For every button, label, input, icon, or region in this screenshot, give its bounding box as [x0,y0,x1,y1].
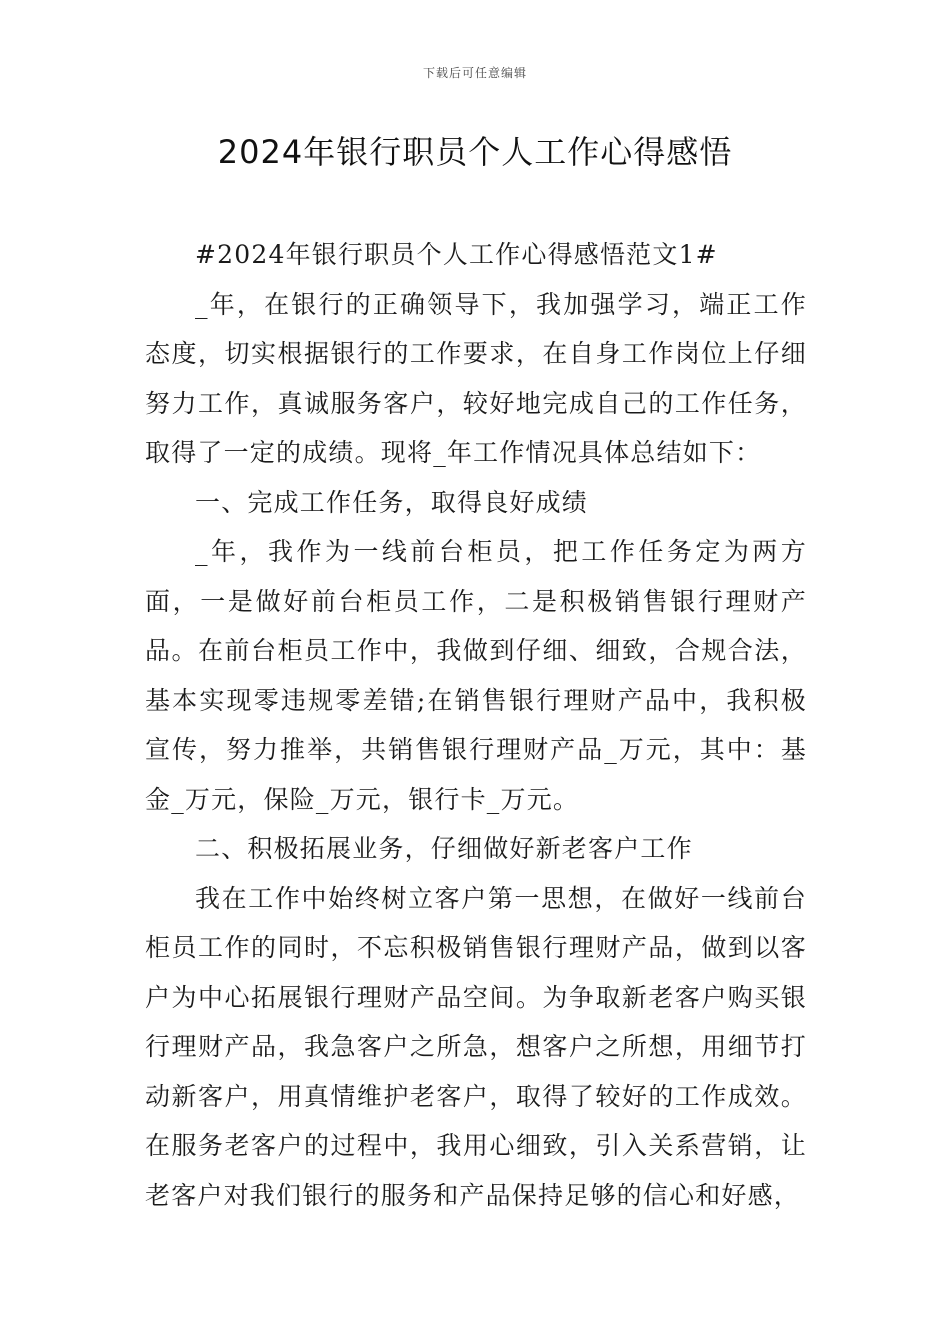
paragraph-section-1: _年，我作为一线前台柜员，把工作任务定为两方面，一是做好前台柜员工作，二是积极销售银行理财产品。在前台柜员工作中，我做到仔细、细致，合规合法，基本实现零违规零差错;在销售银行理财产品中，我积极宣传，努力推举，共销售银行理财产品_万元，其中：基金_万元，保险_万元，银行卡_万元。 [145,537,807,814]
paragraph-section-2: 我在工作中始终树立客户第一思想，在做好一线前台柜员工作的同时，不忘积极销售银行理财产品，做到以客户为中心拓展银行理财产品空间。为争取新老客户购买银行理财产品，我急客户之所急，想客户之所想，用细节打动新客户，用真情维护老客户，取得了较好的工作成效。在服务老客户的过程中，我用心细致，引入关系营销，让老客户对我们银行的服务和产品保持足够的信心和好感， [145,883,807,1210]
paragraph-subtitle: #2024年银行职员个人工作心得感悟范文1# [195,240,718,269]
paragraph-intro: _年，在银行的正确领导下，我加强学习，端正工作态度，切实根据银行的工作要求，在自身工作岗位上仔细努力工作，真诚服务客户，较好地完成自己的工作任务，取得了一定的成绩。现将_年工作情况具体总结如下： [145,289,807,467]
section-heading-1: 一、完成工作任务，取得良好成绩 [195,487,589,517]
document-body [145,230,807,1220]
header-note: 下载后可任意编辑 [422,66,527,80]
section-heading-2: 二、积极拓展业务，仔细做好新老客户工作 [195,834,693,863]
document-title: 2024年银行职员个人工作心得感悟 [217,133,733,171]
